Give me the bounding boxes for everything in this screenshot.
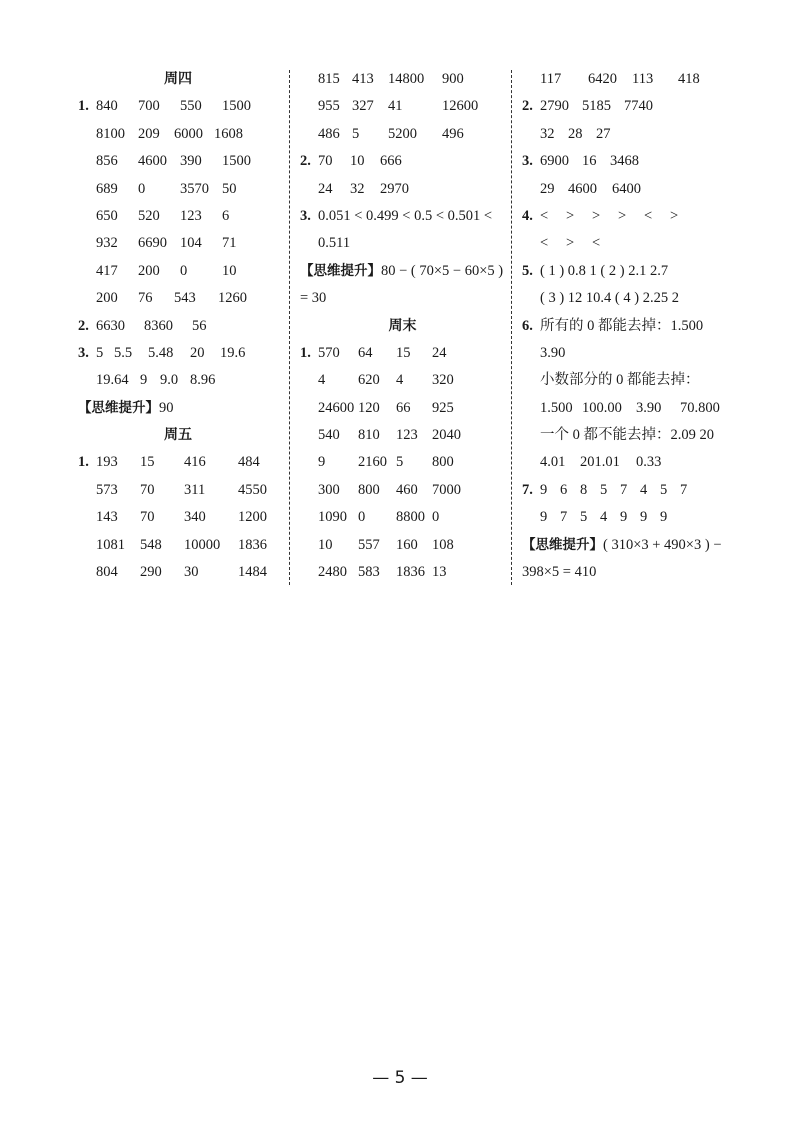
answer-line: [300, 504, 505, 531]
answer-value: 123: [396, 427, 418, 444]
answer-text: 小数部分的 0 都能去掉：: [540, 372, 700, 389]
answer-value: 666: [380, 153, 402, 170]
answer-value: 24: [432, 344, 447, 361]
answer-value: 143: [96, 509, 118, 526]
answer-line: [522, 258, 722, 285]
answer-value: 2040: [432, 427, 461, 444]
answer-value: 6: [222, 207, 230, 224]
answer-column-3: [522, 66, 722, 586]
answer-value: 117: [540, 71, 562, 87]
answer-value: 290: [140, 564, 162, 581]
answer-line: [78, 93, 278, 120]
answer-value: 24: [318, 180, 333, 197]
question-number: 2.: [522, 98, 533, 115]
answer-value: 1090: [318, 509, 347, 526]
answer-value: 1500: [222, 98, 251, 115]
answer-value: 4600: [568, 180, 597, 197]
answer-value: 10: [318, 536, 333, 553]
thinking-label: 【思维提升】: [300, 262, 381, 279]
answer-value: 804: [96, 564, 118, 581]
answer-value: 0.33: [636, 454, 662, 471]
answer-line: [300, 66, 505, 93]
answer-line: [78, 313, 278, 340]
question-number: 4.: [522, 207, 533, 224]
answer-text: ( 1 ) 0.8 1 ( 2 ) 2.1 2.7: [540, 262, 669, 279]
answer-value: 557: [358, 536, 380, 553]
question-number: 1.: [78, 98, 89, 115]
answer-value: 520: [138, 207, 160, 224]
answer-value: 16: [582, 153, 597, 170]
answer-value: 320: [432, 372, 454, 389]
answer-line: [300, 93, 505, 120]
answer-value: 8360: [144, 317, 173, 334]
answer-value: 900: [442, 71, 464, 87]
answer-value: 484: [238, 454, 260, 471]
answer-value: 800: [432, 454, 454, 471]
answer-value: 7000: [432, 481, 461, 498]
answer-value: 12600: [442, 98, 479, 115]
answer-value: 955: [318, 98, 340, 115]
answer-value: <: [592, 235, 601, 252]
answer-value: 10: [222, 262, 237, 279]
answer-value: 6000: [174, 125, 203, 142]
answer-value: 32: [540, 125, 555, 142]
page-number: — 5 —: [372, 1068, 428, 1088]
answer-value: 496: [442, 125, 464, 142]
answer-value: 28: [568, 125, 583, 142]
question-number: 7.: [522, 481, 533, 498]
answer-value: 4.01: [540, 454, 566, 471]
answer-value: 64: [358, 344, 373, 361]
answer-value: 1836: [238, 536, 267, 553]
answer-value: 486: [318, 125, 340, 142]
thinking-answer: [78, 395, 278, 422]
answer-value: 416: [184, 454, 206, 471]
answer-value: 620: [358, 372, 380, 389]
answer-value: 0: [138, 180, 146, 197]
answer-value: 6420: [588, 71, 617, 87]
answer-value: 2790: [540, 98, 569, 115]
answer-value: 5200: [388, 125, 417, 142]
answer-value: 0: [180, 262, 188, 279]
answer-line: [522, 340, 722, 367]
answer-line: [522, 477, 722, 504]
answer-text: ( 3 ) 12 10.4 ( 4 ) 2.25 2: [540, 290, 679, 307]
answer-line: [78, 121, 278, 148]
answer-value: 70.800: [680, 399, 720, 416]
answer-line: [522, 66, 722, 93]
answer-value: 8100: [96, 125, 125, 142]
answer-value: 9: [640, 509, 648, 526]
answer-value: 14800: [388, 71, 425, 87]
answer-continuation: = 30: [300, 290, 327, 307]
answer-value: 9: [318, 454, 326, 471]
answer-line: [522, 230, 722, 257]
answer-value: 417: [96, 262, 118, 279]
answer-value: 209: [138, 125, 160, 142]
thinking-text: 90: [159, 399, 174, 416]
answer-value: 7: [620, 481, 628, 498]
question-number: 3.: [78, 344, 89, 361]
answer-line: [300, 148, 505, 175]
answer-value: 6630: [96, 317, 125, 334]
answer-value: 1484: [238, 564, 267, 581]
answer-value: 70: [318, 153, 333, 170]
question-number: 5.: [522, 262, 533, 279]
section-heading: 周四: [164, 71, 192, 87]
answer-value: 932: [96, 235, 118, 252]
answer-value: 2160: [358, 454, 387, 471]
answer-value: <: [540, 207, 549, 224]
answer-value: 1081: [96, 536, 125, 553]
answer-value: 32: [350, 180, 365, 197]
answer-value: 200: [138, 262, 160, 279]
answer-value: 4600: [138, 153, 167, 170]
answer-value: 4550: [238, 481, 267, 498]
answer-line: [300, 449, 505, 476]
answer-line: [522, 313, 722, 340]
answer-value: 10000: [184, 536, 221, 553]
answer-value: 300: [318, 481, 340, 498]
answer-line: [78, 176, 278, 203]
answer-value: 700: [138, 98, 160, 115]
answer-value: 3570: [180, 180, 209, 197]
answer-line: [78, 449, 278, 476]
question-number: 1.: [78, 454, 89, 471]
answer-value: >: [670, 207, 679, 224]
answer-value: 543: [174, 290, 196, 307]
answer-line: [522, 121, 722, 148]
answer-value: 856: [96, 153, 118, 170]
answer-value: 19.6: [220, 344, 246, 361]
answer-value: >: [592, 207, 601, 224]
answer-line: [300, 367, 505, 394]
answer-value: 390: [180, 153, 202, 170]
answer-line: [78, 477, 278, 504]
answer-value: 570: [318, 344, 340, 361]
answer-line: [522, 285, 722, 312]
answer-value: 5185: [582, 98, 611, 115]
answer-value: 550: [180, 98, 202, 115]
answer-value: 4: [600, 509, 608, 526]
answer-value: 413: [352, 71, 374, 87]
answer-value: 815: [318, 71, 340, 87]
answer-value: 840: [96, 98, 118, 115]
answer-value: 9: [140, 372, 148, 389]
answer-value: 19.64: [96, 372, 129, 389]
answer-value: 340: [184, 509, 206, 526]
answer-value: 5: [600, 481, 608, 498]
thinking-label: 【思维提升】: [78, 399, 159, 416]
answer-value: 1200: [238, 509, 267, 526]
question-number: 2.: [300, 153, 311, 170]
answer-value: >: [618, 207, 627, 224]
answer-value: 1500: [222, 153, 251, 170]
answer-value: 7: [560, 509, 568, 526]
answer-value: 5: [96, 344, 104, 361]
answer-line: [78, 532, 278, 559]
answer-value: 24600: [318, 399, 355, 416]
answer-value: 123: [180, 207, 202, 224]
answer-line: [78, 258, 278, 285]
answer-line: [522, 176, 722, 203]
thinking-answer: [300, 258, 505, 285]
thinking-text: ( 310×3 + 490×3 ) −: [603, 536, 722, 553]
answer-value: 4: [640, 481, 648, 498]
answer-value: 8800: [396, 509, 425, 526]
answer-line: [300, 559, 505, 586]
answer-value: 70: [140, 481, 155, 498]
answer-line: [300, 340, 505, 367]
answer-value: <: [540, 235, 549, 252]
thinking-label: 【思维提升】: [522, 536, 603, 553]
answer-value: 8: [580, 481, 588, 498]
answer-line: [78, 559, 278, 586]
answer-line: [522, 449, 722, 476]
answer-value: 810: [358, 427, 380, 444]
section-heading: 周末: [388, 317, 417, 334]
answer-value: 4: [396, 372, 404, 389]
answer-line: [522, 93, 722, 120]
answer-value: 418: [678, 71, 700, 87]
thinking-text: 80 − ( 70×5 − 60×5 ): [381, 262, 504, 279]
answer-value: 15: [140, 454, 155, 471]
answer-text: 3.90: [540, 344, 566, 361]
answer-line: [300, 422, 505, 449]
answer-value: 2480: [318, 564, 347, 581]
answer-value: >: [566, 235, 575, 252]
answer-value: 4: [318, 372, 326, 389]
answer-value: 1260: [218, 290, 247, 307]
answer-value: 193: [96, 454, 118, 471]
answer-value: 50: [222, 180, 237, 197]
answer-value: 650: [96, 207, 118, 224]
answer-value: 71: [222, 235, 237, 252]
answer-value: 9: [660, 509, 668, 526]
column-divider-left: [289, 70, 290, 585]
answer-line: [78, 504, 278, 531]
answer-line: [522, 395, 722, 422]
answer-line: [522, 148, 722, 175]
answer-line: [78, 367, 278, 394]
answer-value: 573: [96, 481, 118, 498]
answer-value: 583: [358, 564, 380, 581]
answer-value: 327: [352, 98, 374, 115]
answer-line: [522, 203, 722, 230]
answer-text: 0.051 < 0.499 < 0.5 < 0.501 <: [318, 207, 493, 224]
answer-value: 41: [388, 98, 403, 115]
answer-value: 70: [140, 509, 155, 526]
answer-value: 27: [596, 125, 611, 142]
answer-value: 540: [318, 427, 340, 444]
answer-value: 9: [540, 509, 548, 526]
answer-value: 5.5: [114, 344, 133, 361]
answer-line: [300, 203, 505, 230]
answer-value: 0.511: [318, 235, 351, 252]
answer-value: 100.00: [582, 399, 622, 416]
answer-line: [78, 148, 278, 175]
answer-value: 3.90: [636, 399, 662, 416]
answer-value: 800: [358, 481, 380, 498]
answer-value: 15: [396, 344, 411, 361]
answer-text: 所有的 0 都能去掉：1.500: [540, 317, 704, 334]
question-number: 3.: [300, 207, 311, 224]
answer-value: 7740: [624, 98, 653, 115]
answer-line: [78, 203, 278, 230]
answer-value: 9: [540, 481, 548, 498]
answer-line: [78, 230, 278, 257]
answer-value: 108: [432, 536, 454, 553]
answer-value: 5: [580, 509, 588, 526]
answer-value: 200: [96, 290, 118, 307]
answer-line: [522, 422, 722, 449]
answer-value: 30: [184, 564, 199, 581]
answer-value: 1608: [214, 125, 243, 142]
answer-value: 5: [396, 454, 404, 471]
answer-line: [300, 121, 505, 148]
answer-value: 104: [180, 235, 202, 252]
answer-value: 13: [432, 564, 447, 581]
answer-value: 0: [432, 509, 440, 526]
answer-value: 1.500: [540, 399, 573, 416]
answer-value: 3468: [610, 153, 639, 170]
answer-value: 5: [660, 481, 668, 498]
answer-value: 8.96: [190, 372, 216, 389]
answer-value: 5: [352, 125, 360, 142]
question-number: 1.: [300, 344, 311, 361]
answer-continuation: 398×5 = 410: [522, 564, 597, 581]
question-number: 2.: [78, 317, 89, 334]
answer-line: [522, 367, 722, 394]
answer-line: [78, 340, 278, 367]
answer-value: 0: [358, 509, 366, 526]
section-heading: 周五: [164, 427, 192, 444]
answer-text: 一个 0 都不能去掉：2.09 20: [540, 427, 714, 444]
answer-line: [300, 395, 505, 422]
answer-value: 66: [396, 399, 411, 416]
answer-value: 689: [96, 180, 118, 197]
answer-value: >: [566, 207, 575, 224]
answer-value: 9.0: [160, 372, 179, 389]
answer-line: [300, 230, 505, 257]
column-divider-right: [511, 70, 512, 585]
answer-value: 548: [140, 536, 162, 553]
answer-value: 925: [432, 399, 454, 416]
answer-line: [522, 504, 722, 531]
answer-column-2: [300, 66, 505, 586]
answer-value: 10: [350, 153, 365, 170]
answer-value: 29: [540, 180, 555, 197]
answer-value: 113: [632, 71, 654, 87]
answer-value: 6690: [138, 235, 167, 252]
answer-value: 5.48: [148, 344, 174, 361]
answer-value: 1836: [396, 564, 425, 581]
question-number: 6.: [522, 317, 533, 334]
answer-value: 311: [184, 481, 206, 498]
answer-line: [300, 477, 505, 504]
answer-value: 460: [396, 481, 418, 498]
question-number: 3.: [522, 153, 533, 170]
answer-value: 20: [190, 344, 205, 361]
answer-value: 160: [396, 536, 418, 553]
answer-value: 6400: [612, 180, 641, 197]
answer-value: 6: [560, 481, 568, 498]
answer-value: 6900: [540, 153, 569, 170]
answer-line: [300, 176, 505, 203]
answer-column-1: [78, 66, 278, 586]
answer-value: <: [644, 207, 653, 224]
answer-value: 2970: [380, 180, 409, 197]
answer-value: 76: [138, 290, 153, 307]
answer-line: [300, 532, 505, 559]
answer-value: 7: [680, 481, 688, 498]
answer-line: [78, 285, 278, 312]
answer-value: 201.01: [580, 454, 620, 471]
answer-value: 120: [358, 399, 380, 416]
thinking-answer: [522, 532, 722, 559]
answer-value: 9: [620, 509, 628, 526]
answer-value: 56: [192, 317, 207, 334]
